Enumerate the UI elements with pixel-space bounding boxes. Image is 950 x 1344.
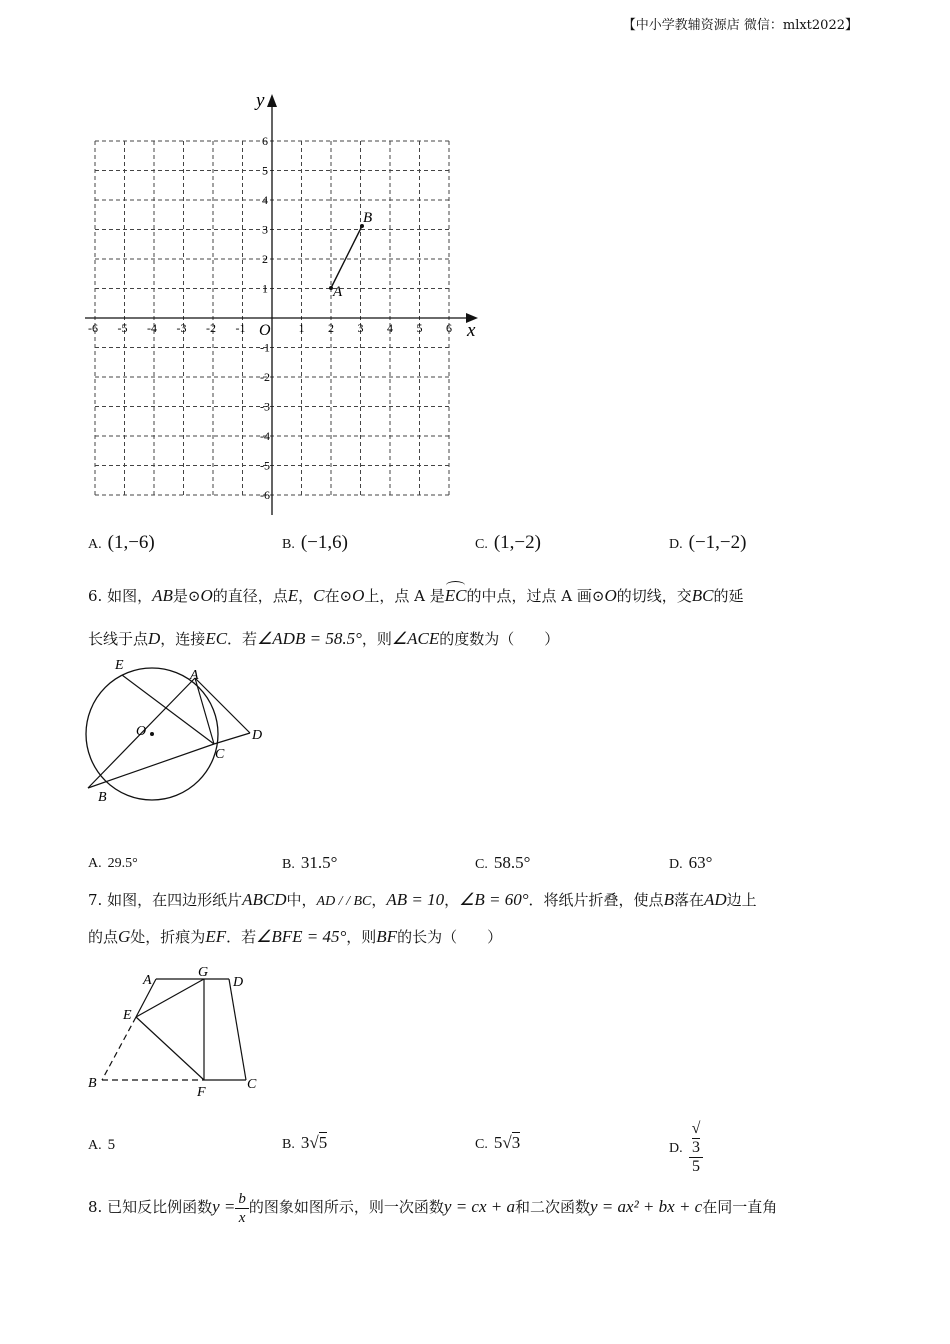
svg-text:G: G — [198, 965, 209, 980]
y-tick-label: -2 — [260, 370, 270, 384]
page-header: 【中小学教辅资源店 微信：mlxt2022】 — [622, 18, 858, 33]
y-tick-label: 6 — [262, 134, 268, 148]
svg-text:B: B — [88, 1076, 97, 1091]
origin-label: O — [259, 322, 271, 339]
q7-option-b: B. 3√5 — [282, 1133, 328, 1152]
q6-option-d: D. 63° — [669, 853, 713, 872]
x-tick-label: -5 — [117, 321, 128, 335]
arc-ec: EC — [445, 585, 467, 607]
svg-text:E: E — [115, 658, 124, 673]
y-tick-label: -4 — [260, 429, 270, 443]
q5-option-b: B. (−1,6) — [282, 532, 348, 553]
axes — [85, 100, 470, 515]
q6-option-c: C. 58.5° — [475, 853, 531, 872]
q5-option-a: A. (1,−6) — [88, 532, 155, 553]
q7-option-d: D. √ 3 5 — [669, 1120, 703, 1176]
y-tick-label: 1 — [262, 281, 268, 296]
svg-text:C: C — [247, 1077, 257, 1092]
q6-option-b: B. 31.5° — [282, 853, 338, 872]
point-a-label: A — [333, 284, 343, 300]
y-axis-label: y — [256, 90, 265, 111]
q6-circle-figure — [80, 655, 280, 810]
q5-option-c: C. (1,−2) — [475, 532, 541, 553]
svg-text:E: E — [123, 1008, 132, 1023]
svg-text:O: O — [136, 724, 147, 739]
svg-text:C: C — [215, 747, 225, 762]
q6-option-a: A. 29.5° — [88, 856, 138, 871]
coordinate-graph — [80, 85, 490, 525]
segment-ab — [331, 226, 362, 288]
x-tick-label: -2 — [206, 321, 216, 335]
x-tick-label: 3 — [357, 321, 364, 335]
x-tick-label: 5 — [416, 321, 423, 335]
svg-text:A: A — [143, 973, 152, 988]
q6-line-2: 长线于点D，连接EC．若∠ADB = 58.5°，则∠ACE的度数为（ ） — [88, 629, 560, 648]
x-tick-label: 4 — [387, 321, 393, 335]
y-tick-label: -5 — [260, 458, 270, 473]
y-axis-arrow — [267, 94, 277, 107]
q8-line-1: 8. 已知反比例函数y = $\frac{b}{x}$ 的图象如图所示，则一次函数y = cx + a和二次函数y = ax² + bx + c在同一直角 — [88, 1190, 778, 1226]
x-axis-label: x — [467, 320, 476, 341]
q5-option-d: D. (−1,−2) — [669, 532, 747, 553]
q7-line-1: 7. 如图，在四边形纸片ABCD中，AD / / BC，AB = 10，∠B = 60°．将纸片折叠，使点B落在AD边上 — [88, 890, 757, 909]
svg-text:F: F — [197, 1085, 206, 1100]
y-tick-label: -6 — [260, 488, 270, 502]
svg-text:D: D — [252, 728, 263, 743]
x-tick-label: 1 — [298, 321, 305, 335]
x-tick-label: 2 — [328, 321, 334, 335]
x-tick-label: 6 — [446, 321, 452, 335]
q7-quadrilateral-figure — [80, 960, 270, 1100]
svg-text:D: D — [233, 975, 244, 990]
q7-option-c: C. 5√3 — [475, 1133, 521, 1152]
point-b-label: B — [363, 210, 373, 226]
q6-line-1: 6. 如图，AB是⊙O的直径，点E，C在⊙O上，点 A 是 EC的中点，过点 A 画⊙O的切线，交BC的延 — [88, 585, 743, 607]
y-tick-label: 4 — [262, 193, 268, 207]
x-tick-label: -6 — [88, 321, 98, 335]
svg-text:B: B — [98, 790, 107, 805]
q7-line-2: 的点G处，折痕为EF．若∠BFE = 45°，则BF的长为（ ） — [88, 927, 503, 946]
y-tick-label: -3 — [260, 399, 270, 414]
svg-text:A: A — [190, 668, 199, 683]
x-tick-label: -1 — [235, 321, 246, 335]
y-tick-label: 2 — [262, 252, 268, 266]
y-tick-label: 3 — [262, 222, 268, 237]
x-tick-label: -4 — [147, 321, 157, 335]
y-tick-label: 5 — [262, 163, 268, 178]
x-tick-label: -3 — [176, 321, 187, 335]
q7-option-a: A. 5 — [88, 1137, 116, 1153]
y-tick-label: -1 — [260, 340, 270, 355]
